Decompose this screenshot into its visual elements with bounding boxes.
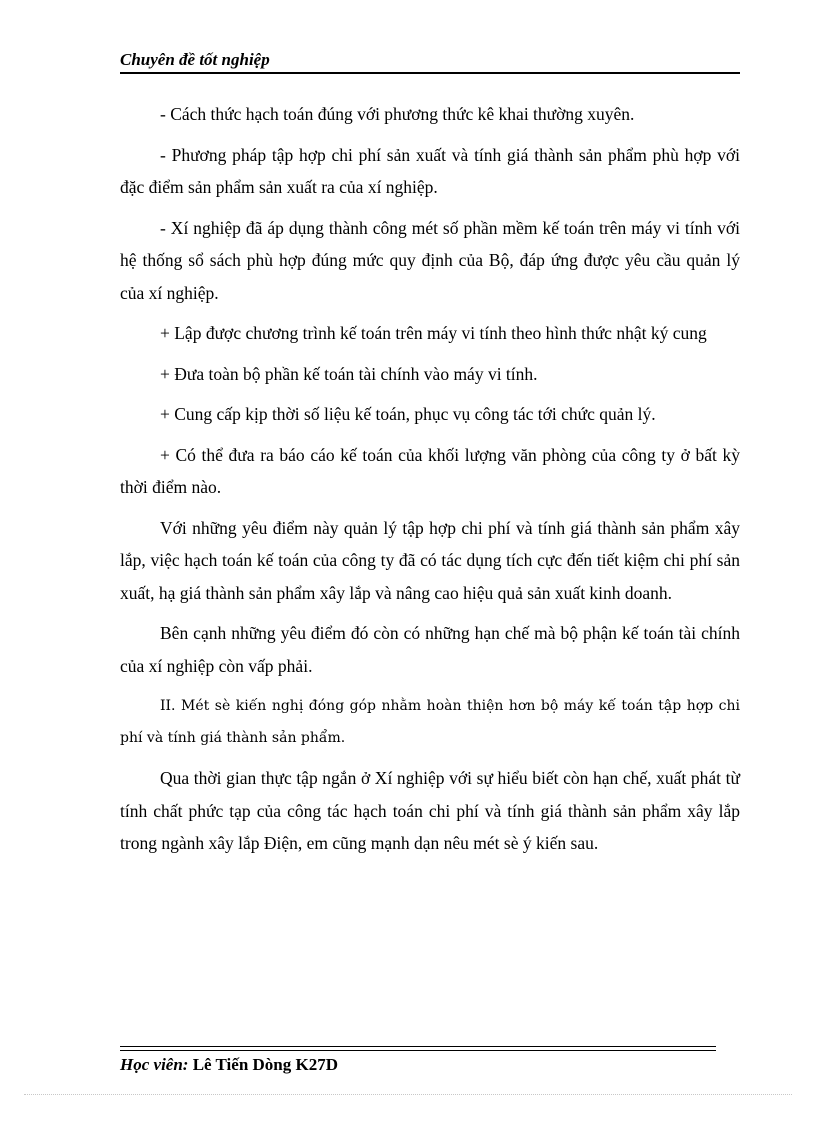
paragraph: Qua thời gian thực tập ngắn ở Xí nghiệp với sự hiểu biết còn hạn chế, xuất phát từ tính chất phức tạp của công tác hạch toán chi phí và tính giá thành sản phẩm xây lắp trong ngành xây lắp Điện, em cũng mạnh dạn nêu mét sè ý kiến sau. (120, 768, 740, 853)
section-heading: II. Mét sè kiến nghị đóng góp nhằm hoàn thiện hơn bộ máy kế toán tập hợp chi phí và tính giá thành sản phẩm. (120, 698, 740, 746)
footer-label: Học viên: (120, 1055, 189, 1074)
footer-author: Lê Tiến Dòng K27D (192, 1055, 339, 1074)
paragraph: + Đưa toàn bộ phần kế toán tài chính vào máy vi tính. (160, 363, 538, 384)
header-title: Chuyên đề tốt nghiệp (120, 50, 270, 69)
paragraph: - Cách thức hạch toán đúng với phương thức kê khai thường xuyên. (160, 104, 635, 124)
paragraph: Với những yêu điểm này quản lý tập hợp chi phí và tính giá thành sản phẩm xây lắp, việc hạch toán kế toán của công ty đã có tác dụng tích cực đến tiết kiệm chi phí sản xuất, hạ giá thành sản phẩm xây lắp và nâng cao hiệu quả sản xuất kinh doanh. (120, 517, 740, 603)
footer-divider (120, 1046, 716, 1051)
paragraph: + Cung cấp kịp thời số liệu kế toán, phục vụ công tác tới chức quản lý. (160, 404, 656, 424)
paragraph: + Lập được chương trình kế toán trên máy vi tính theo hình thức nhật ký cung (160, 323, 707, 343)
paragraph: Bên cạnh những yêu điểm đó còn có những hạn chế mà bộ phận kế toán tài chính của xí nghiệp còn vấp phải. (120, 623, 740, 676)
page-footer (120, 1054, 338, 1076)
paragraph: - Phương pháp tập hợp chi phí sản xuất và tính giá thành sản phẩm phù hợp với đặc điểm sản phẩm sản xuất ra của xí nghiệp. (120, 144, 740, 197)
paragraph: + Có thể đưa ra báo cáo kế toán của khối lượng văn phòng của công ty ở bất kỳ thời điểm nào. (120, 444, 740, 497)
page-edge-divider (24, 1094, 792, 1095)
paragraph: - Xí nghiệp đã áp dụng thành công mét số phần mềm kế toán trên máy vi tính với hệ thống sổ sách phù hợp đúng mức quy định của Bộ, đáp ứng được yêu cầu quản lý của xí nghiệp. (120, 217, 740, 303)
page-header (120, 48, 740, 74)
document-body (120, 98, 740, 868)
